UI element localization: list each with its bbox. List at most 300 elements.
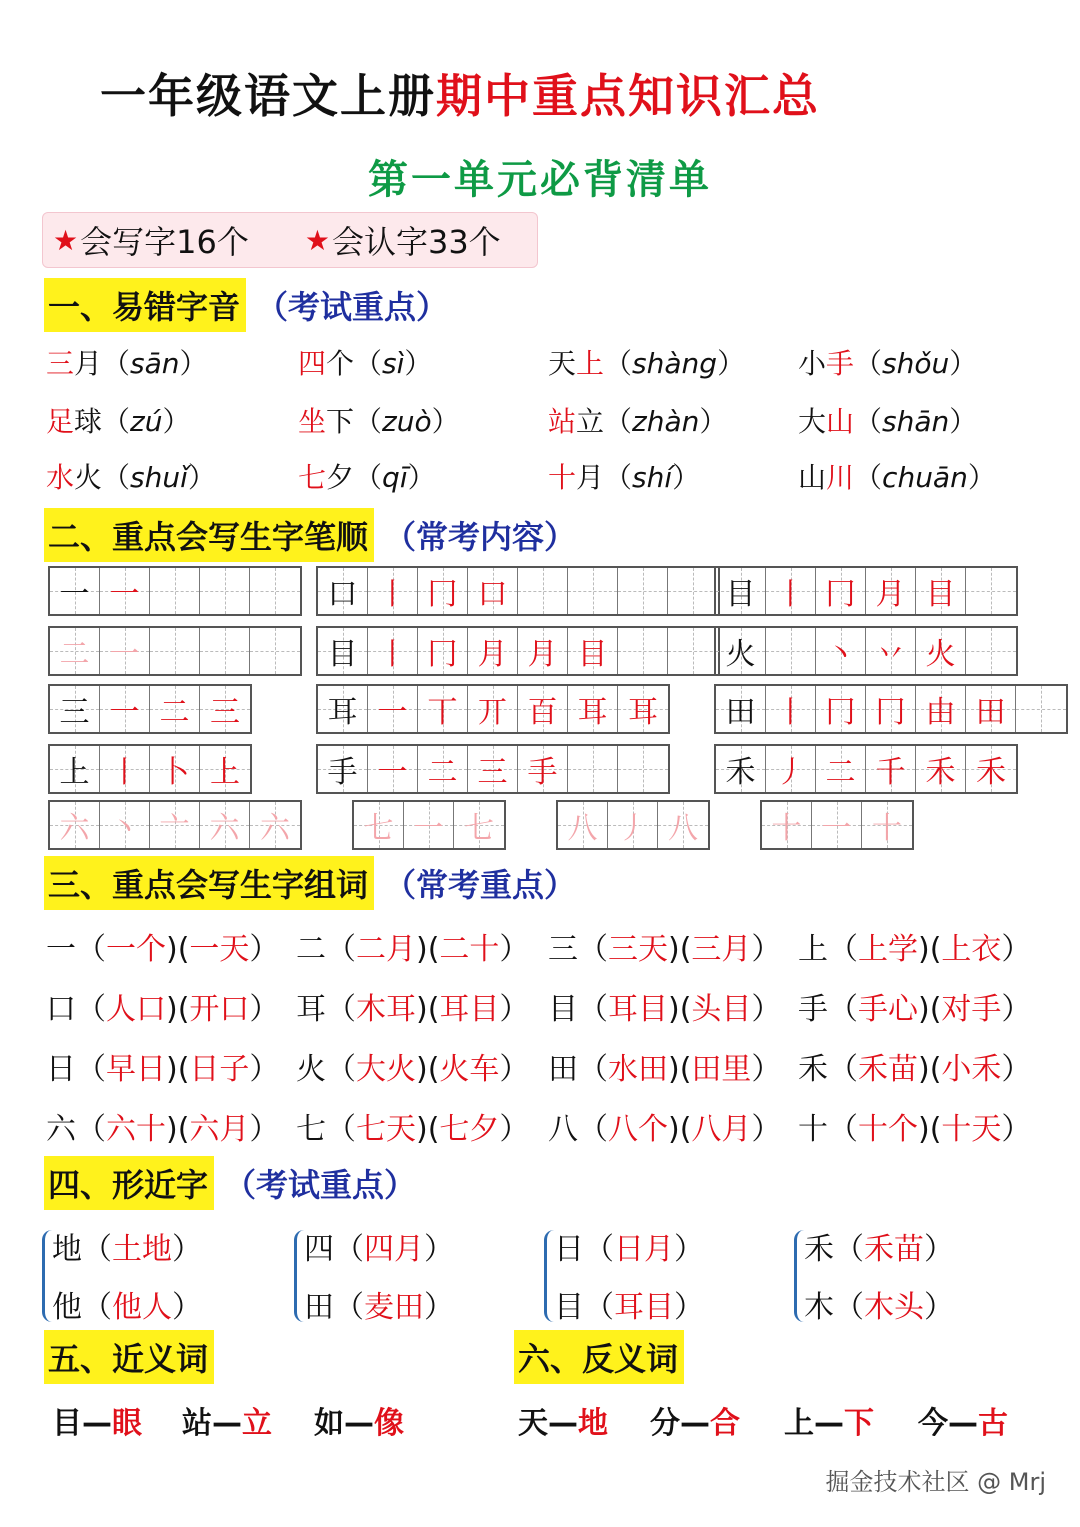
paren: ） [499, 932, 530, 967]
stroke-char: 三 [210, 695, 240, 730]
grid-cell [816, 746, 866, 792]
section-label: 一、易错字音 [44, 278, 246, 332]
section-note: （常考内容） [384, 518, 577, 556]
section-note: （考试重点） [256, 288, 449, 326]
stroke-char: 冂 [825, 577, 856, 612]
stroke-char: 丶 [825, 637, 856, 672]
grid-cell [916, 746, 966, 792]
pair-word: 立 [242, 1406, 272, 1441]
combo-word: 耳目 [608, 992, 668, 1027]
paren: （ [578, 932, 608, 967]
brace-icon [544, 1230, 554, 1322]
grid-cell [966, 568, 1016, 614]
stroke-grid [316, 566, 720, 616]
read-count-label: 会认字33个 [331, 223, 501, 261]
section-6-heading [514, 1330, 684, 1384]
paren: （ [828, 992, 858, 1027]
similar-item [304, 1224, 454, 1268]
write-count [53, 217, 249, 263]
paren: （ [834, 1232, 864, 1267]
grid-cell [618, 686, 668, 732]
highlight-char: 上 [576, 347, 605, 380]
stroke-char: 六 [209, 811, 240, 846]
paren: （ [604, 461, 633, 494]
grid-cell [418, 686, 468, 732]
combo-char: 目 [548, 992, 578, 1027]
paren: （ [828, 1052, 858, 1087]
grid-cell [250, 568, 300, 614]
stroke-char: 一 [377, 755, 408, 790]
paren: ） [187, 461, 216, 494]
paren: ） [924, 1290, 954, 1325]
brace-icon [42, 1230, 52, 1322]
grid-cell [50, 686, 100, 732]
combo-item [798, 924, 1031, 968]
highlight-char: 山 [826, 405, 855, 438]
section-label: 四、形近字 [44, 1156, 214, 1210]
stroke-char: 十 [771, 811, 802, 846]
stroke-char: 二 [825, 755, 856, 790]
combo-char: 六 [46, 1112, 76, 1147]
pair-dash: — [82, 1406, 112, 1441]
stroke-grid [316, 684, 670, 734]
paren: （ [76, 1052, 106, 1087]
combo-word: 八个 [608, 1112, 668, 1147]
stroke-char: 冂 [427, 577, 458, 612]
similar-item [554, 1282, 704, 1326]
grid-cell [866, 746, 916, 792]
pair-word: 天 [518, 1406, 548, 1441]
pair-word: 今 [918, 1406, 948, 1441]
grid-cell [150, 568, 200, 614]
grid-cell [766, 746, 816, 792]
word-part: 小 [798, 347, 827, 380]
title-part2: 期中重点知识汇总 [436, 69, 820, 123]
combo-word: 田里 [691, 1052, 752, 1087]
stroke-char: 丿 [775, 755, 806, 790]
grid-cell [518, 746, 568, 792]
highlight-char: 三 [46, 347, 75, 380]
pair-word: 古 [978, 1406, 1008, 1441]
pinyin: zuò [382, 405, 432, 438]
paren: ） [1001, 1052, 1032, 1087]
paren: （ [584, 1290, 614, 1325]
stroke-char: 目 [577, 637, 608, 672]
combo-item [798, 984, 1031, 1028]
stroke-char: 一 [377, 695, 408, 730]
grid-cell [816, 568, 866, 614]
grid-cell [608, 802, 658, 848]
combo-word: 头目 [691, 992, 752, 1027]
paren: （ [578, 992, 608, 1027]
stroke-char: 八 [668, 811, 698, 846]
combo-item [548, 1044, 781, 1088]
pronunciation-item [298, 342, 432, 382]
pair-dash: — [948, 1406, 978, 1441]
pinyin: shàng [632, 347, 718, 380]
paren: ） [1001, 992, 1032, 1027]
grid-cell [50, 628, 100, 674]
pair-dash: — [680, 1406, 710, 1441]
paren: ） [672, 461, 701, 494]
paren: （ [76, 932, 106, 967]
grid-cell [816, 686, 866, 732]
paren: （ [828, 932, 858, 967]
stroke-grid [760, 800, 914, 850]
grid-cell [966, 686, 1016, 732]
grid-cell [468, 746, 518, 792]
stroke-char: 月 [875, 577, 906, 612]
similar-word: 禾苗 [864, 1232, 924, 1267]
paren: )( [166, 1052, 190, 1087]
highlight-char: 手 [826, 347, 855, 380]
stroke-char: 田 [725, 695, 756, 730]
stroke-char: 六 [260, 811, 290, 846]
stroke-char: 丨 [377, 577, 408, 612]
combo-word: 七天 [356, 1112, 416, 1147]
word-part: 立 [576, 405, 605, 438]
grid-cell [618, 568, 668, 614]
stroke-grid [714, 744, 1018, 794]
paren: )( [918, 992, 942, 1027]
antonym-pair [918, 1398, 1008, 1442]
stroke-char: 一 [109, 637, 140, 672]
stroke-char: 上 [59, 755, 90, 790]
combo-word: 三天 [608, 932, 668, 967]
grid-cell [518, 628, 568, 674]
combo-item [798, 1044, 1031, 1088]
pinyin: sì [382, 347, 405, 380]
stroke-grid [48, 684, 252, 734]
combo-char: 八 [548, 1112, 578, 1147]
paren: )( [668, 932, 692, 967]
word-part: 大 [798, 405, 827, 438]
star-icon: ★ [304, 223, 330, 257]
stroke-char: 一 [413, 811, 444, 846]
stroke-char: 丨 [775, 577, 806, 612]
paren: ） [407, 461, 436, 494]
word-part: 夕 [326, 461, 355, 494]
combo-word: 早日 [106, 1052, 166, 1087]
paren: ） [967, 461, 996, 494]
paren: ） [751, 1052, 782, 1087]
combo-word: 日子 [189, 1052, 250, 1087]
stroke-char: 冂 [825, 695, 856, 730]
watermark: 掘金技术社区 @ Mrj [825, 1468, 1046, 1496]
paren: （ [578, 1112, 608, 1147]
stroke-char: 目 [925, 577, 956, 612]
paren: （ [326, 932, 356, 967]
similar-item [304, 1282, 454, 1326]
section-3-heading [44, 856, 576, 910]
star-icon: ★ [53, 223, 79, 257]
grid-cell [766, 686, 816, 732]
combo-item [46, 984, 279, 1028]
combo-item [296, 1044, 529, 1088]
brace-icon [794, 1230, 804, 1322]
grid-cell [618, 628, 668, 674]
section-4-heading [44, 1156, 416, 1210]
paren: （ [854, 347, 883, 380]
highlight-char: 足 [46, 405, 75, 438]
stroke-char: 丿 [617, 811, 648, 846]
grid-cell [368, 746, 418, 792]
stroke-char: 火 [925, 637, 956, 672]
combo-word: 一个 [106, 932, 166, 967]
paren: （ [828, 1112, 858, 1147]
stroke-char: 丷 [875, 637, 906, 672]
section-note: （考试重点） [224, 1166, 417, 1204]
grid-cell [866, 686, 916, 732]
stroke-char: 十 [872, 811, 902, 846]
grid-cell [418, 568, 468, 614]
paren: （ [82, 1290, 112, 1325]
word-part: 个 [326, 347, 355, 380]
combo-word: 对手 [941, 992, 1002, 1027]
grid-cell [404, 802, 454, 848]
grid-cell [766, 568, 816, 614]
combo-word: 上学 [858, 932, 918, 967]
stroke-char: 上 [210, 755, 240, 790]
antonym-pair [784, 1398, 874, 1442]
paren: ） [172, 1232, 202, 1267]
combo-word: 手心 [858, 992, 918, 1027]
stroke-char: 千 [875, 755, 906, 790]
combo-word: 十个 [858, 1112, 918, 1147]
paren: ） [949, 347, 978, 380]
pair-word: 站 [182, 1406, 212, 1441]
paren: ） [499, 1052, 530, 1087]
paren: （ [326, 1052, 356, 1087]
word-part: 下 [326, 405, 355, 438]
grid-cell [418, 746, 468, 792]
grid-cell [150, 746, 200, 792]
paren: （ [82, 1232, 112, 1267]
combo-word: 八月 [691, 1112, 752, 1147]
combo-item [46, 1104, 279, 1148]
paren: ） [179, 347, 208, 380]
stroke-char: 亠 [159, 811, 190, 846]
stroke-char: 一 [109, 695, 140, 730]
highlight-char: 十 [548, 461, 577, 494]
stroke-char: 八 [567, 811, 598, 846]
brace-icon [294, 1230, 304, 1322]
stroke-char: 二 [59, 637, 90, 672]
combo-char: 一 [46, 932, 76, 967]
grid-cell [318, 628, 368, 674]
write-count-label: 会写字16个 [80, 223, 249, 261]
stroke-char: 丌 [477, 695, 508, 730]
paren: （ [334, 1290, 364, 1325]
synonym-pair [182, 1398, 272, 1442]
section-2-heading [44, 508, 576, 562]
pinyin: shí [632, 461, 673, 494]
combo-word: 上衣 [941, 932, 1002, 967]
grid-cell [916, 568, 966, 614]
count-box [42, 212, 538, 268]
paren: （ [854, 461, 883, 494]
similar-word: 他人 [112, 1290, 172, 1325]
paren: )( [166, 932, 190, 967]
pair-dash: — [548, 1406, 578, 1441]
grid-cell [558, 802, 608, 848]
section-label: 五、近义词 [44, 1330, 214, 1384]
paren: ） [172, 1290, 202, 1325]
combo-word: 水田 [608, 1052, 668, 1087]
pronunciation-item [298, 456, 436, 496]
stroke-char: 手 [527, 755, 558, 790]
paren: )( [416, 1112, 440, 1147]
grid-cell [318, 746, 368, 792]
highlight-char: 七 [298, 461, 327, 494]
stroke-char: 丨 [775, 695, 806, 730]
paren: （ [326, 992, 356, 1027]
paren: ） [499, 1112, 530, 1147]
paren: （ [76, 992, 106, 1027]
grid-cell [100, 568, 150, 614]
paren: ） [1001, 1112, 1032, 1147]
stroke-grid [316, 744, 670, 794]
grid-cell [966, 746, 1016, 792]
stroke-char: 丅 [427, 695, 458, 730]
combo-item [46, 1044, 279, 1088]
paren: ） [424, 1290, 454, 1325]
combo-word: 十天 [941, 1112, 1002, 1147]
stroke-char: 月 [477, 637, 508, 672]
stroke-char: 由 [925, 695, 956, 730]
combo-char: 三 [548, 932, 578, 967]
combo-char: 手 [798, 992, 828, 1027]
pinyin: shǒu [882, 347, 950, 380]
stroke-char: 一 [821, 811, 852, 846]
combo-item [798, 1104, 1031, 1148]
grid-cell [658, 802, 708, 848]
pronunciation-item [548, 342, 745, 382]
combo-char: 耳 [296, 992, 326, 1027]
stroke-char: 禾 [725, 755, 756, 790]
paren: ） [699, 405, 728, 438]
pinyin: zhàn [632, 405, 700, 438]
stroke-char: 丨 [377, 637, 408, 672]
combo-word: 人口 [106, 992, 166, 1027]
pinyin: shuǐ [130, 461, 188, 494]
grid-cell [250, 628, 300, 674]
paren: )( [416, 1052, 440, 1087]
combo-char: 禾 [798, 1052, 828, 1087]
combo-char: 日 [46, 1052, 76, 1087]
synonym-pair [52, 1398, 142, 1442]
paren: （ [354, 405, 383, 438]
paren: ） [751, 992, 782, 1027]
word-part: 月 [74, 347, 103, 380]
word-part: 天 [548, 347, 577, 380]
section-1-heading [44, 278, 448, 332]
pinyin: shān [882, 405, 950, 438]
stroke-char: 百 [527, 695, 558, 730]
highlight-char: 水 [46, 461, 75, 494]
stroke-char: 七 [464, 811, 494, 846]
grid-cell [1016, 686, 1066, 732]
grid-cell [866, 568, 916, 614]
paren: ） [751, 932, 782, 967]
paren: （ [76, 1112, 106, 1147]
stroke-grid [316, 626, 720, 676]
paren: )( [668, 1052, 692, 1087]
combo-char: 田 [548, 1052, 578, 1087]
grid-cell [150, 628, 200, 674]
grid-cell [368, 628, 418, 674]
highlight-char: 坐 [298, 405, 327, 438]
grid-cell [568, 686, 618, 732]
grid-cell [318, 568, 368, 614]
page-subtitle: 第一单元必背清单 [368, 156, 712, 203]
grid-cell [50, 802, 100, 848]
paren: )( [918, 1052, 942, 1087]
pair-word: 上 [784, 1406, 814, 1441]
grid-cell [716, 746, 766, 792]
section-5-heading [44, 1330, 214, 1384]
combo-item [296, 984, 529, 1028]
pronunciation-item [548, 400, 727, 440]
grid-cell [916, 686, 966, 732]
paren: （ [326, 1112, 356, 1147]
paren: （ [584, 1232, 614, 1267]
pair-word: 分 [650, 1406, 680, 1441]
grid-cell [150, 802, 200, 848]
stroke-char: 一 [59, 577, 90, 612]
combo-word: 开口 [189, 992, 250, 1027]
word-part: 山 [798, 461, 827, 494]
combo-word: 一天 [189, 932, 250, 967]
combo-item [548, 1104, 781, 1148]
similar-item [52, 1224, 202, 1268]
grid-cell [668, 628, 718, 674]
pronunciation-item [46, 342, 208, 382]
stroke-grid [714, 626, 1018, 676]
stroke-char: 禾 [925, 755, 956, 790]
paren: ） [1001, 932, 1032, 967]
stroke-char: 禾 [976, 755, 1006, 790]
paren: ） [924, 1232, 954, 1267]
paren: ） [717, 347, 746, 380]
similar-char: 日 [554, 1232, 584, 1267]
stroke-char: 手 [327, 755, 358, 790]
pronunciation-item [798, 456, 996, 496]
stroke-char: 口 [477, 577, 508, 612]
pair-word: 像 [374, 1406, 404, 1441]
pronunciation-item [798, 342, 977, 382]
paren: （ [102, 405, 131, 438]
combo-item [548, 984, 781, 1028]
paren: )( [918, 932, 942, 967]
stroke-char: 火 [725, 637, 756, 672]
combo-char: 火 [296, 1052, 326, 1087]
paren: ） [162, 405, 191, 438]
stroke-grid [714, 566, 1018, 616]
grid-cell [100, 802, 150, 848]
stroke-char: 耳 [577, 695, 608, 730]
paren: )( [416, 992, 440, 1027]
paren: )( [668, 1112, 692, 1147]
similar-word: 土地 [112, 1232, 172, 1267]
combo-item [296, 924, 529, 968]
grid-cell [318, 686, 368, 732]
similar-char: 田 [304, 1290, 334, 1325]
grid-cell [200, 746, 250, 792]
combo-char: 二 [296, 932, 326, 967]
similar-char: 地 [52, 1232, 82, 1267]
pair-word: 合 [710, 1406, 740, 1441]
